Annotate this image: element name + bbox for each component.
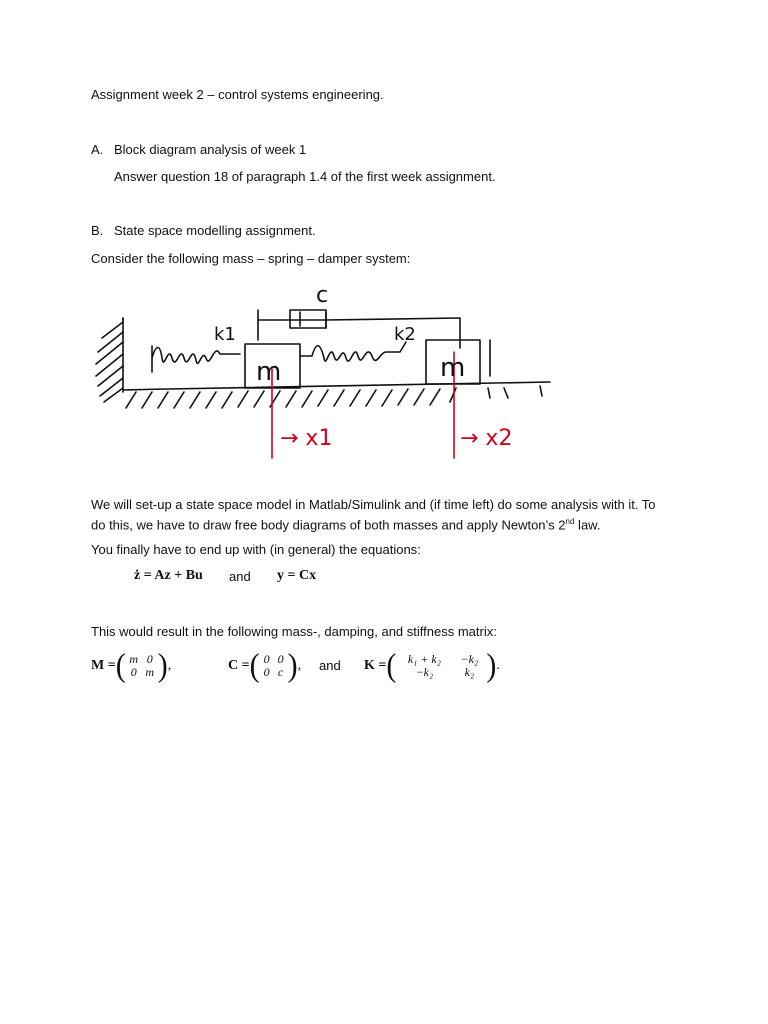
ordinal-suffix: nd bbox=[565, 517, 575, 526]
wall-hatching bbox=[96, 322, 123, 402]
mass-matrix-entries bbox=[126, 653, 158, 679]
mass-matrix bbox=[91, 648, 171, 684]
matrix-cell: c bbox=[277, 665, 284, 679]
matrix-cell: k₂ bbox=[464, 665, 475, 679]
paragraph-1-line-2-end: law. bbox=[574, 517, 601, 533]
stiffness-matrix-label: K = bbox=[364, 658, 387, 673]
section-a-body: Answer question 18 of paragraph 1.4 of the first week assignment. bbox=[114, 169, 496, 184]
left-paren: ( bbox=[115, 647, 126, 684]
comma: , bbox=[167, 658, 172, 673]
output-equation: y = Cx bbox=[277, 568, 317, 583]
right-paren: ) bbox=[157, 647, 168, 684]
matrix-cell: 0 bbox=[263, 665, 270, 679]
spring-1 bbox=[152, 346, 240, 372]
mass-1-label: m bbox=[256, 357, 282, 387]
matrix-cell: 0 bbox=[130, 665, 137, 679]
stiffness-matrix-entries bbox=[396, 653, 486, 679]
period: . bbox=[496, 658, 500, 673]
section-a-heading: Block diagram analysis of week 1 bbox=[114, 142, 307, 157]
damping-matrix-label: C = bbox=[228, 658, 250, 673]
matrix-cell: m bbox=[145, 665, 155, 679]
stiffness-matrix bbox=[364, 648, 500, 684]
section-b-heading: State space modelling assignment. bbox=[114, 223, 316, 238]
matrix-cell: k₁ + k₂ bbox=[407, 652, 441, 666]
section-b-marker: B. bbox=[91, 223, 104, 238]
paragraph-1-line-2-text: do this, we have to draw free body diagrams of both masses and apply Newton’s 2 bbox=[91, 517, 566, 533]
section-b-intro: Consider the following mass – spring – damper system: bbox=[91, 251, 411, 266]
document-title: Assignment week 2 – control systems engineering. bbox=[91, 87, 384, 102]
paragraph-2: You finally have to end up with (in general) the equations: bbox=[91, 542, 421, 557]
matrix-cell: 0 bbox=[263, 652, 270, 666]
damper-cylinder bbox=[290, 310, 326, 328]
equation-and: and bbox=[229, 569, 251, 584]
matrix-cell: 0 bbox=[146, 652, 153, 666]
spring-2-label: k2 bbox=[394, 324, 416, 345]
matrix-cell: −k₂ bbox=[415, 665, 434, 679]
matrix-cell: m bbox=[129, 652, 139, 666]
x1-label: → x1 bbox=[280, 426, 333, 451]
mass-spring-damper-diagram bbox=[90, 280, 560, 470]
spring-1-label: k1 bbox=[214, 324, 236, 345]
floor-line bbox=[123, 382, 550, 390]
paragraph-1-line-2 bbox=[91, 514, 600, 533]
right-paren: ) bbox=[486, 647, 497, 684]
right-paren: ) bbox=[287, 647, 298, 684]
paragraph-3: This would result in the following mass-, damping, and stiffness matrix: bbox=[91, 624, 497, 639]
damping-matrix bbox=[228, 648, 301, 684]
matrix-cell: 0 bbox=[277, 652, 284, 666]
state-equation: ż = Az + Bu bbox=[134, 568, 203, 583]
left-paren: ( bbox=[386, 647, 397, 684]
damping-matrix-entries bbox=[260, 653, 288, 679]
matrices-and: and bbox=[319, 658, 341, 673]
left-paren: ( bbox=[249, 647, 260, 684]
paragraph-1-line-1: We will set-up a state space model in Matlab/Simulink and (if time left) do some analysis with it. To bbox=[91, 497, 656, 512]
damper-label: c bbox=[316, 283, 329, 308]
comma: , bbox=[297, 658, 302, 673]
mass-2-label: m bbox=[440, 353, 466, 383]
spring-2 bbox=[300, 342, 406, 361]
section-a-marker: A. bbox=[91, 142, 104, 157]
matrix-cell: −k₂ bbox=[460, 652, 479, 666]
mass-matrix-label: M = bbox=[91, 658, 116, 673]
x2-label: → x2 bbox=[460, 426, 513, 451]
